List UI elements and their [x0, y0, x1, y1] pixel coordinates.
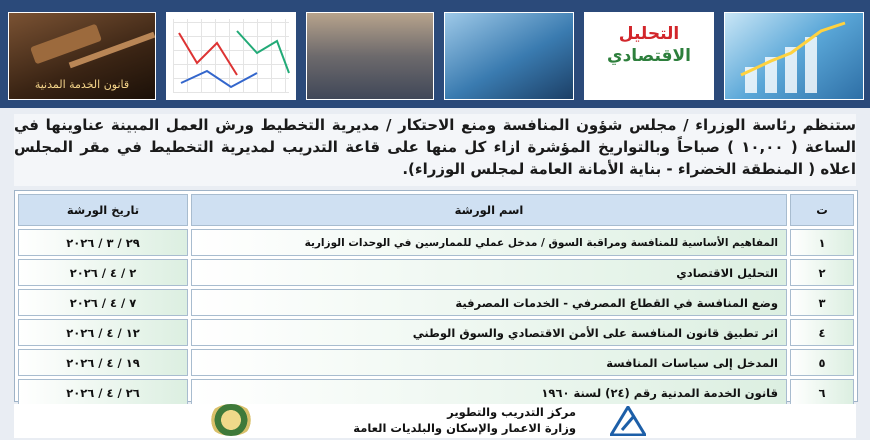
row-workshop-date: ١٩ / ٤ / ٢٠٢٦ — [18, 349, 188, 376]
growth-chart-photo — [724, 12, 864, 100]
announcement-text: ستنظم رئاسة الوزراء / مجلس شؤون المنافسة ومنع الاحتكار / مديرية التخطيط ورش العمل المبينة عناوينها في الساعة ( ١٠,٠٠ ) صباحاً وبالتواريخ المؤشرة ازاء كل منها على قاعة التدريب لمديرية التخطيط في مقر المجلس اعلاه ( المنطقة الخضراء - بناية الأمانة العامة لمجلس الوزراء). — [14, 114, 856, 186]
header-image-strip — [0, 0, 870, 108]
table-row — [18, 289, 854, 316]
header-number: ت — [790, 194, 854, 226]
row-workshop-name: المدخل إلى سياسات المنافسة — [191, 349, 787, 376]
chart-lines-decoration — [167, 13, 295, 99]
header-workshop-name: اسم الورشة — [191, 194, 787, 226]
training-center-name: مركز التدريب والتطوير — [447, 405, 576, 419]
table-header-row — [18, 194, 854, 226]
row-workshop-date: ٧ / ٤ / ٢٠٢٦ — [18, 289, 188, 316]
bar-graph-decoration — [725, 13, 863, 99]
workshop-table-container — [14, 190, 858, 402]
row-workshop-name: قانون الخدمة المدنية رقم (٢٤) لسنة ١٩٦٠ — [191, 379, 787, 406]
finance-photo — [444, 12, 574, 100]
row-number: ٤ — [790, 319, 854, 346]
row-workshop-name: التحليل الاقتصادي — [191, 259, 787, 286]
row-number: ١ — [790, 229, 854, 256]
row-number: ٥ — [790, 349, 854, 376]
table-row — [18, 229, 854, 256]
charts-image — [166, 12, 296, 100]
ministry-name: وزارة الاعمار والإسكان والبلديات العامة — [353, 421, 576, 435]
organization-name — [353, 404, 576, 436]
gavel-caption: قانون الخدمة المدنية — [34, 78, 130, 91]
row-workshop-name: وضع المنافسة في القطاع المصرفي - الخدمات المصرفية — [191, 289, 787, 316]
table-row — [18, 319, 854, 346]
row-workshop-date: ٢٦ / ٤ / ٢٠٢٦ — [18, 379, 188, 406]
row-workshop-name: المفاهيم الأساسية للمنافسة ومراقبة السوق / مدخل عملي للممارسين في الوحدات الوزارية — [191, 229, 787, 256]
gavel-image — [8, 12, 156, 100]
meeting-photo — [306, 12, 434, 100]
row-number: ٦ — [790, 379, 854, 406]
footer — [14, 404, 856, 438]
training-center-logo-icon — [610, 406, 646, 436]
header-workshop-date: تاريخ الورشة — [18, 194, 188, 226]
table-row — [18, 379, 854, 406]
row-workshop-date: ٢ / ٤ / ٢٠٢٦ — [18, 259, 188, 286]
workshop-table — [15, 191, 857, 409]
row-workshop-date: ٢٩ / ٣ / ٢٠٢٦ — [18, 229, 188, 256]
economic-title-line2: الاقتصادي — [607, 46, 691, 66]
table-row — [18, 349, 854, 376]
economic-title-line1: التحليل — [618, 24, 680, 44]
economic-analysis-title — [585, 23, 713, 67]
table-row — [18, 259, 854, 286]
economic-analysis-image — [584, 12, 714, 100]
ministry-seal-icon — [208, 404, 254, 436]
row-workshop-name: اثر تطبيق قانون المنافسة على الأمن الاقتصادي والسوق الوطني — [191, 319, 787, 346]
row-number: ٣ — [790, 289, 854, 316]
row-workshop-date: ١٢ / ٤ / ٢٠٢٦ — [18, 319, 188, 346]
row-number: ٢ — [790, 259, 854, 286]
